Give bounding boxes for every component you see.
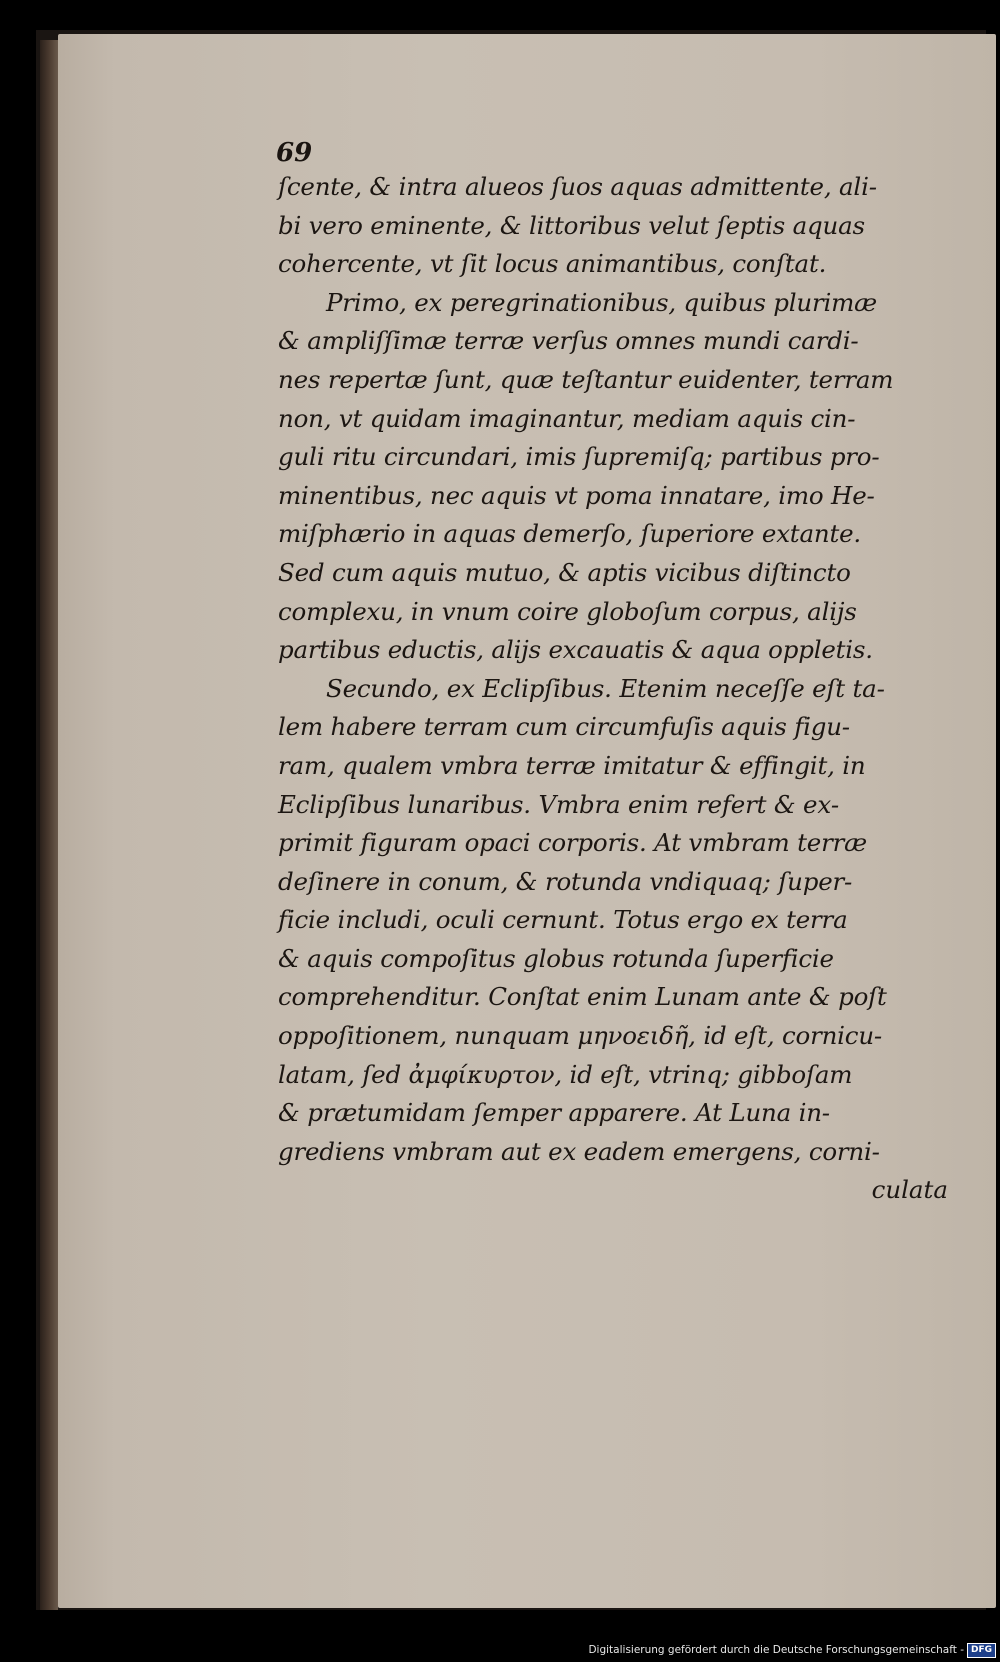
text-line: lem habere terram cum circumfuſis aquis figu‑ — [278, 712, 850, 742]
text-line: & ampliſſimæ terræ verſus omnes mundi cardi‑ — [278, 326, 859, 356]
dfg-logo: DFG — [967, 1643, 996, 1658]
text-lines — [278, 168, 958, 1171]
text-line: grediens vmbram aut ex eadem emergens, corni‑ — [278, 1136, 880, 1166]
text-line: complexu, in vnum coire globoſum corpus, alijs — [278, 596, 857, 626]
text-line: Sed cum aquis mutuo, & aptis vicibus diſtincto — [278, 557, 851, 587]
text-line: ficie includi, oculi cernunt. Totus ergo ex terra — [278, 905, 848, 935]
text-line: Secundo, ex Eclipſibus. Etenim neceſſe eſt ta‑ — [326, 673, 885, 703]
text-line: ſcente, & intra alueos ſuos aquas admittente, ali‑ — [278, 172, 877, 201]
text-line: cohercente, vt ſit locus animantibus, conſtat. — [278, 249, 827, 279]
text-line: & prætumidam ſemper apparere. At Luna in‑ — [278, 1098, 830, 1128]
digitization-footer — [560, 1641, 996, 1659]
text-line: guli ritu circundari, imis ſupremiſq; partibus pro‑ — [278, 442, 880, 472]
text-line: ram, qualem vmbra terræ imitatur & effingit, in — [278, 750, 866, 780]
footer-credit: Digitalisierung gefördert durch die Deutsche Forschungsgemeinschaft - — [588, 1644, 964, 1656]
text-line: nes repertæ ſunt, quæ teſtantur euidenter, terram — [278, 364, 894, 394]
text-line: minentibus, nec aquis vt poma innatare, imo He‑ — [278, 480, 875, 510]
text-line: Primo, ex peregrinationibus, quibus plurimæ — [326, 287, 877, 317]
text-line: deſinere in conum, & rotunda vndiquaq; ſuper‑ — [278, 866, 853, 896]
page-number: 69 — [276, 138, 313, 168]
text-line: partibus eductis, alijs excauatis & aqua oppletis. — [278, 635, 873, 665]
catchword: culata — [871, 1175, 948, 1205]
text-line: non, vt quidam imaginantur, mediam aquis cin‑ — [278, 403, 856, 433]
text-line: bi vero eminente, & littoribus velut ſeptis aquas — [278, 210, 865, 240]
text-line: latam, ſed ἀμφίκυρτον, id eſt, vtrinq; gibboſam — [278, 1059, 853, 1089]
text-line: miſphærio in aquas demerſo, ſuperiore extante. — [278, 519, 861, 549]
text-line: Eclipſibus lunaribus. Vmbra enim refert & ex‑ — [278, 789, 840, 819]
text-line: comprehenditur. Conſtat enim Lunam ante & poſt — [278, 982, 887, 1012]
text-line: & aquis compoſitus globus rotunda ſuperficie — [278, 943, 834, 973]
text-line: primit figuram opaci corporis. At vmbram terræ — [278, 828, 867, 858]
page-text — [278, 138, 958, 1209]
text-line: oppoſitionem, nunquam μηνοειδῆ, id eſt, cornicu‑ — [278, 1021, 882, 1051]
binding-edge — [40, 40, 58, 1610]
